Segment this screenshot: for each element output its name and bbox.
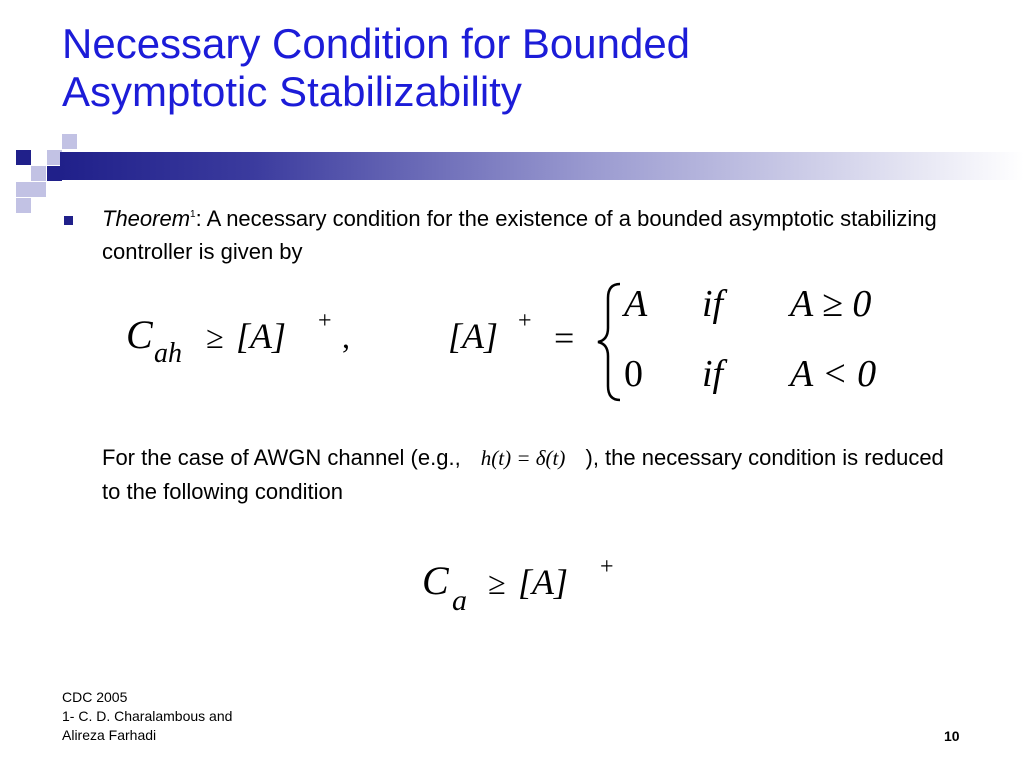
eq1-ge: ≥ xyxy=(206,319,224,355)
eq2-case1-value: A xyxy=(624,283,648,325)
eq2-case2-value: 0 xyxy=(624,353,643,395)
decor-square xyxy=(16,150,31,165)
eq2-A-bracket: [A] xyxy=(448,316,499,356)
slide-title xyxy=(62,20,1002,116)
eq3-subscript: a xyxy=(452,584,467,617)
eq1-A-bracket: [A] xyxy=(236,316,287,356)
decor-square xyxy=(31,166,46,181)
equation-positive-part xyxy=(448,278,918,408)
eq3-plus: + xyxy=(600,554,614,580)
eq1-plus: + xyxy=(318,308,332,334)
page-number: 10 xyxy=(944,728,960,744)
awgn-text-after: ), the necessary condition is reduced to the following condition xyxy=(102,445,944,504)
eq3-C: C xyxy=(422,558,449,603)
eq3-ge: ≥ xyxy=(488,565,506,601)
eq1-C: C xyxy=(126,312,153,357)
bullet-square-icon xyxy=(64,216,73,225)
theorem-reference: 1 xyxy=(190,209,196,220)
footer-text xyxy=(62,688,232,745)
decor-square xyxy=(16,182,31,197)
eq2-case1-if: if xyxy=(702,283,724,325)
equation-capacity-condition xyxy=(120,300,380,380)
footer-line-3: Alireza Farhadi xyxy=(62,727,157,743)
eq2-case2-condition: A < 0 xyxy=(790,353,877,395)
theorem-paragraph xyxy=(102,202,962,268)
eq2-brace xyxy=(598,284,620,400)
eq1-comma: , xyxy=(342,319,350,355)
decor-square xyxy=(31,182,46,197)
decor-square xyxy=(62,134,77,149)
title-line-2: Asymptotic Stabilizability xyxy=(62,68,522,115)
awgn-text-before: For the case of AWGN channel (e.g., xyxy=(102,445,467,470)
equation-awgn-condition xyxy=(418,548,638,620)
theorem-text: : A necessary condition for the existence of a bounded asymptotic stabilizing controller is given by xyxy=(102,206,937,264)
title-line-1: Necessary Condition for Bounded xyxy=(62,20,691,67)
decor-square xyxy=(16,198,31,213)
title-underline-bar xyxy=(60,152,1024,180)
theorem-label: Theorem xyxy=(102,206,191,231)
footer-line-2: 1- C. D. Charalambous and xyxy=(62,708,233,724)
eq2-case1-condition: A ≥ 0 xyxy=(790,283,872,325)
eq2-plus: + xyxy=(518,308,532,334)
eq3-A-bracket: [A] xyxy=(518,562,569,602)
eq2-equals: = xyxy=(554,318,575,358)
inline-equation: h(t) = δ(t) xyxy=(480,446,566,470)
eq1-subscript: ah xyxy=(154,338,182,369)
awgn-paragraph xyxy=(102,441,962,508)
footer-line-1: CDC 2005 xyxy=(62,689,128,705)
eq2-case2-if: if xyxy=(702,353,724,395)
